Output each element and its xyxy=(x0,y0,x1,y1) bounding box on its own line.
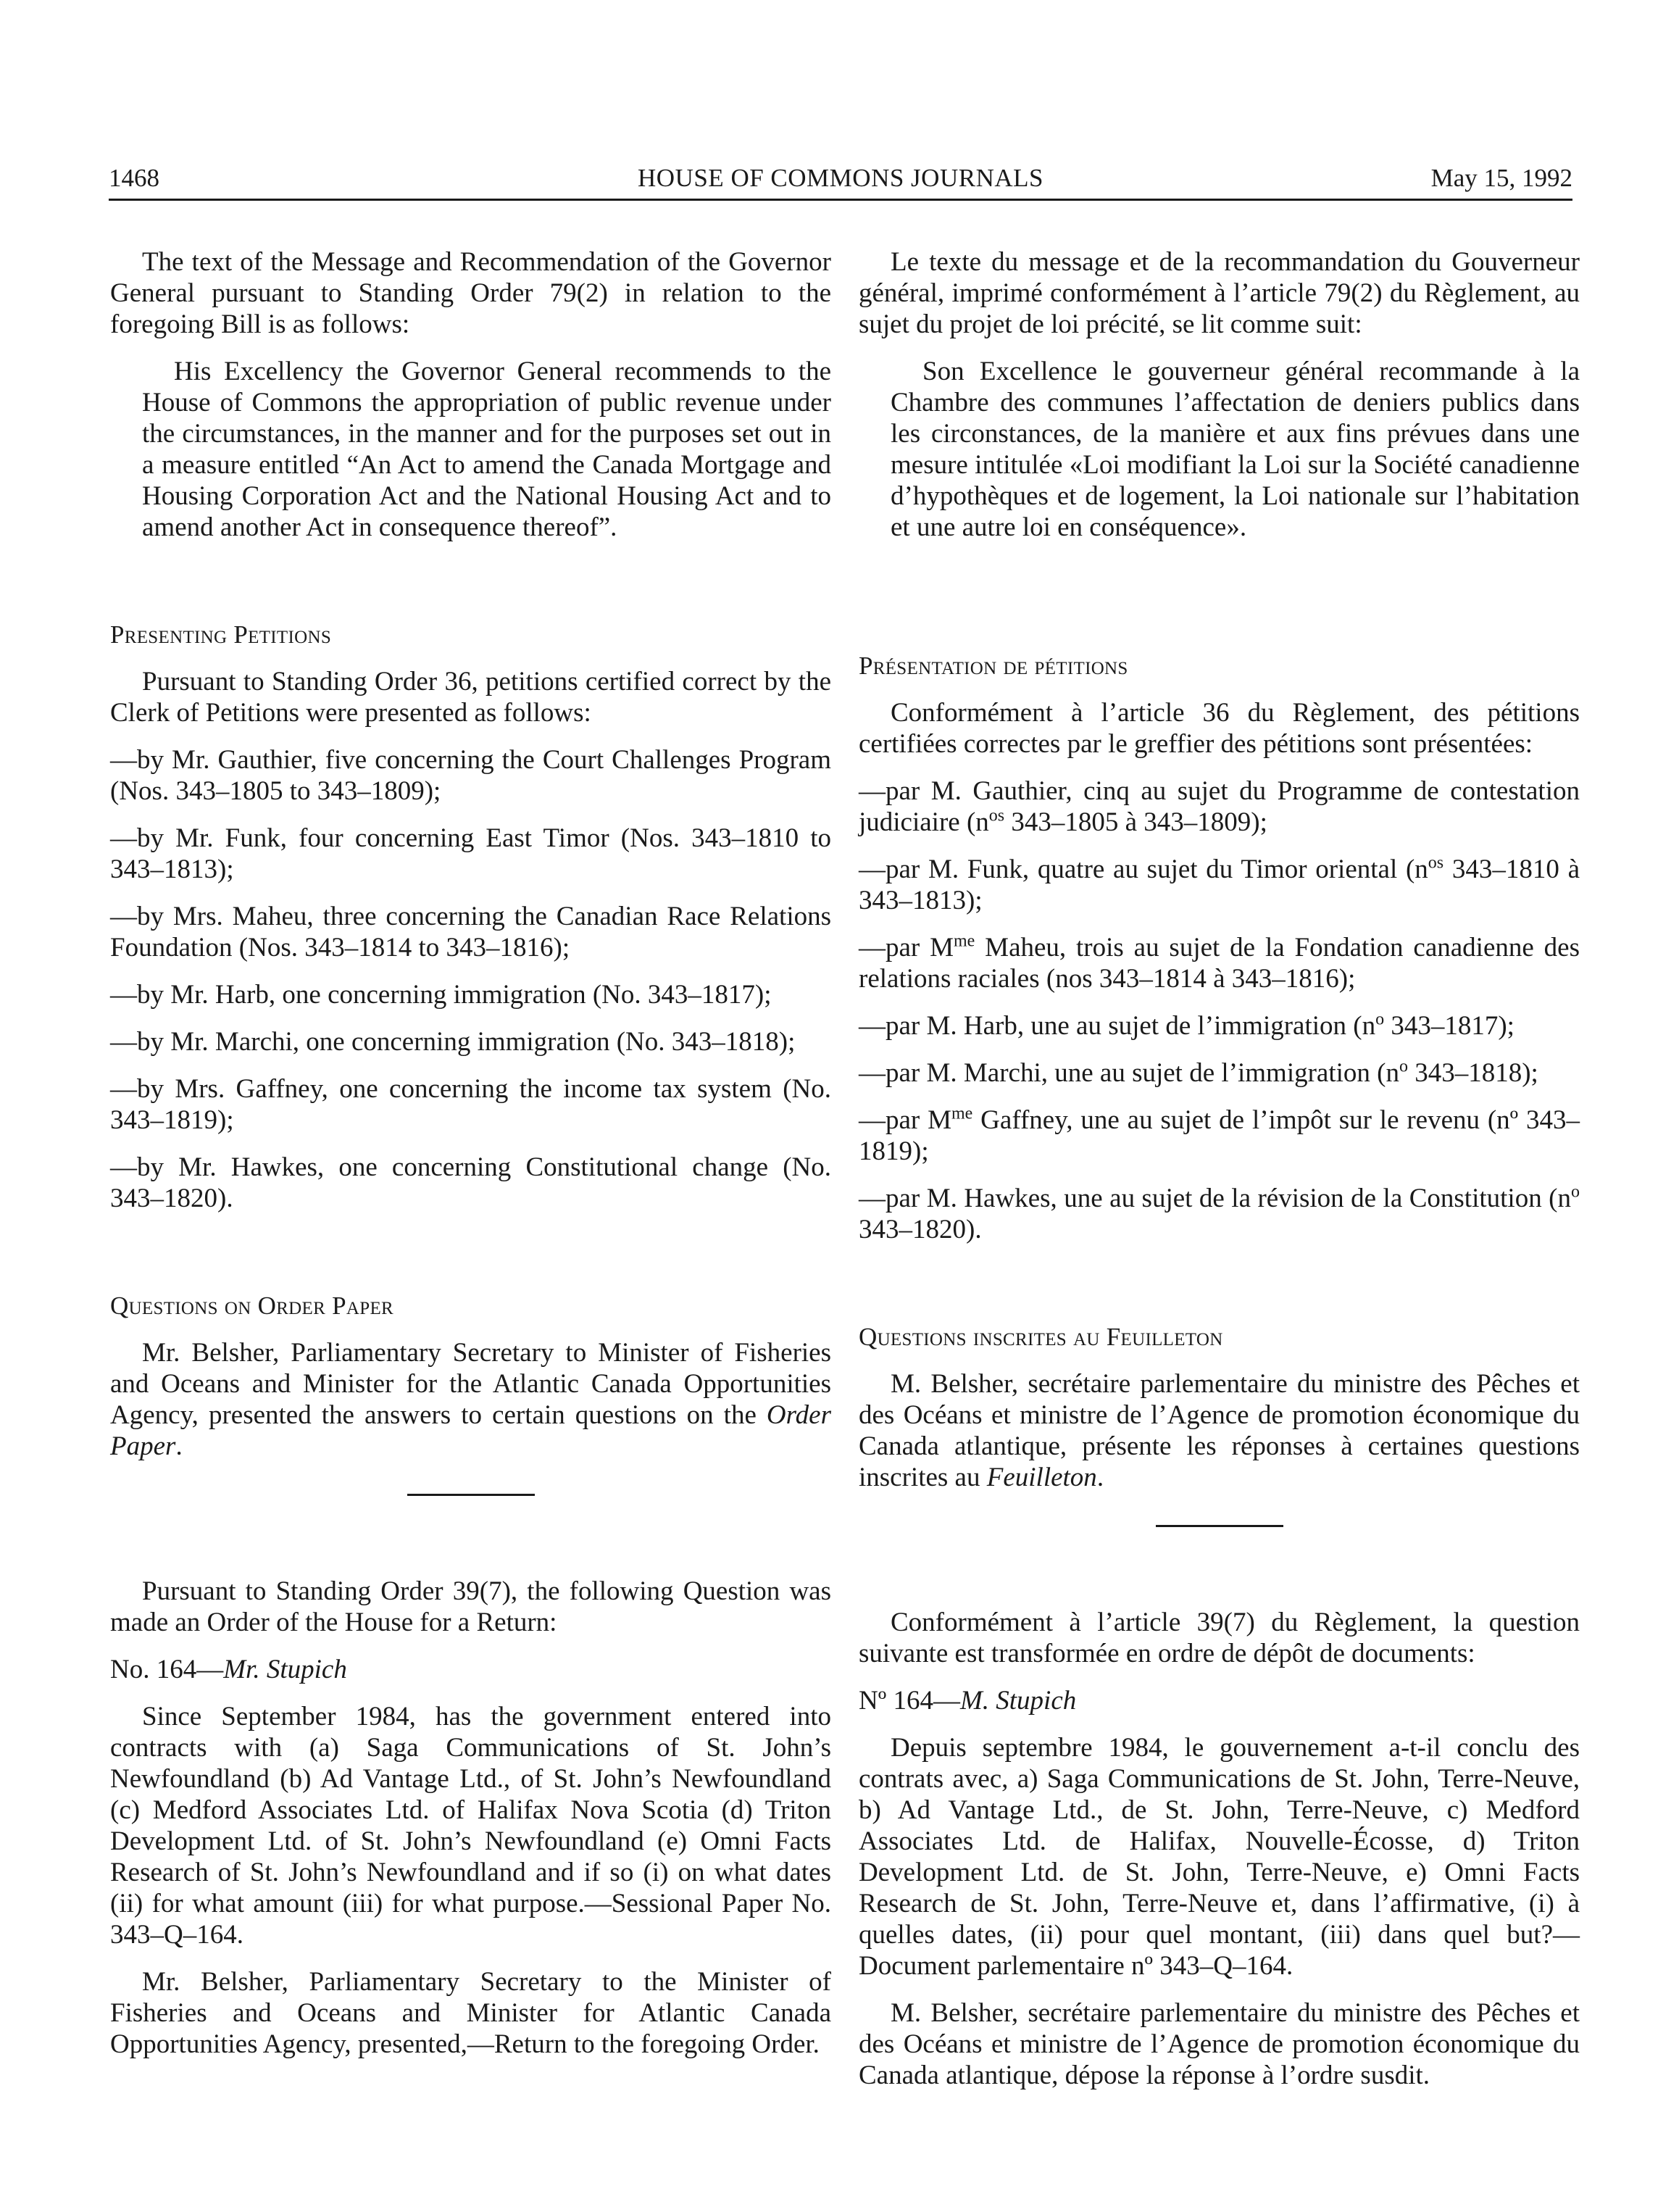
running-header xyxy=(109,161,1572,201)
return-presented: Mr. Belsher, Parliamentary Secretary to the Minister of Fisheries and Oceans and Minister for Atlantic Canada Opportunities Agency, presented,—Return to the foregoing Order. xyxy=(110,1967,831,2059)
petitions-intro: Pursuant to Standing Order 36, petitions certified correct by the Clerk of Petitions were presented as follows: xyxy=(110,667,831,728)
questions-heading: Questions on Order Paper xyxy=(110,1292,393,1320)
petitions-heading-fr: Présentation de pétitions xyxy=(859,652,1128,680)
petition-item-fr: —par M. Gauthier, cinq au sujet du Programme de contestation judiciaire ($n^{os}$ 343–1805 à 343–1809); xyxy=(859,776,1580,837)
return-presented-fr: M. Belsher, secrétaire parlementaire du ministre des Pêches et des Océans et ministre de l’Agence de promotion économique du Canada atlantique, dépose la réponse à l’ordre susdit. xyxy=(859,1998,1580,2090)
petition-item: —by Mr. Funk, four concerning East Timor (Nos. 343–1810 to 343–1813); xyxy=(110,823,831,884)
petition-item: —by Mr. Marchi, one concerning immigration (No. 343–1818); xyxy=(110,1027,796,1057)
petition-item: —by Mrs. Maheu, three concerning the Canadian Race Relations Foundation (Nos. 343–1814 to 343–1816); xyxy=(110,902,831,962)
journal-title: HOUSE OF COMMONS JOURNALS xyxy=(638,164,1043,192)
message-intro: The text of the Message and Recommendation of the Governor General pursuant to Standing Order 79(2) in relation to the foregoing Bill is as follows: xyxy=(110,247,831,339)
questions-answers: Mr. Belsher, Parliamentary Secretary to Minister of Fisheries and Oceans and Minister for the Atlantic Canada Opportunities Agency, presented the answers to certain questions on the Order Paper. xyxy=(110,1338,831,1461)
english-column xyxy=(110,246,831,2060)
questions-heading-fr: Questions inscrites au Feuilleton xyxy=(859,1323,1223,1351)
question-164-title: No. 164—Mr. Stupich xyxy=(110,1655,347,1684)
return-intro: Pursuant to Standing Order 39(7), the following Question was made an Order of the House for a Return: xyxy=(110,1576,831,1637)
return-intro-fr: Conformément à l’article 39(7) du Règlement, la question suivante est transformée en ordre de dépôt de documents: xyxy=(859,1608,1580,1668)
questions-answers-fr: M. Belsher, secrétaire parlementaire du ministre des Pêches et des Océans et ministre de l’Agence de promotion économique du Canada atlantique, présente les réponses à certaines questions inscrites au Feuilleton. xyxy=(859,1369,1580,1492)
petition-item: —by Mr. Gauthier, five concerning the Court Challenges Program (Nos. 343–1805 to 343–1809); xyxy=(110,745,831,806)
message-intro-fr: Le texte du message et de la recommandation du Gouverneur général, imprimé conformément à l’article 79(2) du Règlement, au sujet du projet de loi précité, se lit comme suit: xyxy=(859,247,1580,339)
page-number: 1468 xyxy=(109,164,159,192)
journal-date: May 15, 1992 xyxy=(1430,164,1572,192)
petition-item-fr: —par M. Harb, une au sujet de l’immigration ($n^o$ 343–1817); xyxy=(859,1010,1515,1041)
petition-item-fr: —par M. Marchi, une au sujet de l’immigration ($n^o$ 343–1818); xyxy=(859,1057,1538,1088)
petition-item-fr: —par $M^{me}$ Gaffney, une au sujet de l’impôt sur le revenu (nº 343–1819); xyxy=(859,1104,1580,1166)
message-body: His Excellency the Governor General recommends to the House of Commons the appropriation of public revenue under the circumstances, in the manner and for the purposes set out in a measure entitled “An Act to amend the Canada Mortgage and Housing Corporation Act and the National Housing Act and to amend another Act in consequence thereof”. xyxy=(142,357,831,542)
petition-item: —by Mr. Hawkes, one concerning Constitutional change (No. 343–1820). xyxy=(110,1152,831,1213)
petitions-heading: Presenting Petitions xyxy=(110,620,332,649)
question-164-title-fr: Nº 164—M. Stupich xyxy=(859,1686,1077,1716)
question-164-text-fr: Depuis septembre 1984, le gouvernement a-t-il conclu des contrats avec, a) Saga Communications de St. John, Terre-Neuve, b) Ad Vantage Ltd., de St. John, Terre-Neuve, c) Medford Associates Ltd. de Halifax, Nouvelle-Écosse, d) Triton Development Ltd. de St. John, Terre-Neuve, e) Omni Facts Research de St. John, Terre-Neuve et, dans l’affirmative, (i) à quelles dates, (ii) pour quel montant, (iii) dans quel but?—Document parlementaire nº 343–Q–164. xyxy=(859,1733,1580,1981)
question-164-text: Since September 1984, has the government entered into contracts with (a) Saga Communications of St. John’s Newfoundland (b) Ad Vantage Ltd., of St. John’s Newfoundland (c) Medford Associates Ltd. of Halifax Nova Scotia (d) Triton Development Ltd. of St. John’s Newfoundland (e) Omni Facts Research of St. John’s Newfoundland and if so (i) on what dates (ii) for what amount (iii) for what purpose.—Sessional Paper No. 343–Q–164. xyxy=(110,1702,831,1950)
petition-item-fr: —par M. Funk, quatre au sujet du Timor oriental ($n^{os}$ 343–1810 à 343–1813); xyxy=(859,853,1580,915)
petitions-intro-fr: Conformément à l’article 36 du Règlement, des pétitions certifiées correctes par le greffier des pétitions sont présentées: xyxy=(859,698,1580,759)
petition-item: —by Mr. Harb, one concerning immigration (No. 343–1817); xyxy=(110,980,772,1010)
french-column xyxy=(859,246,1580,2091)
petition-item: —by Mrs. Gaffney, one concerning the income tax system (No. 343–1819); xyxy=(110,1074,831,1135)
petition-item-fr: —par M. Hawkes, une au sujet de la révision de la Constitution ($n^o$ 343–1820). xyxy=(859,1182,1580,1244)
message-body-fr: Son Excellence le gouverneur général recommande à la Chambre des communes l’affectation de deniers publics dans les circonstances, de la manière et aux fins prévues dans une mesure intitulée «Loi modifiant la Loi sur la Société canadienne d’hypothèques et de logement, la Loi nationale sur l’habitation et une autre loi en conséquence». xyxy=(891,357,1580,542)
petition-item-fr: —par $M^{me}$ Maheu, trois au sujet de la Fondation canadienne des relations raciales (nos 343–1814 à 343–1816); xyxy=(859,931,1580,994)
